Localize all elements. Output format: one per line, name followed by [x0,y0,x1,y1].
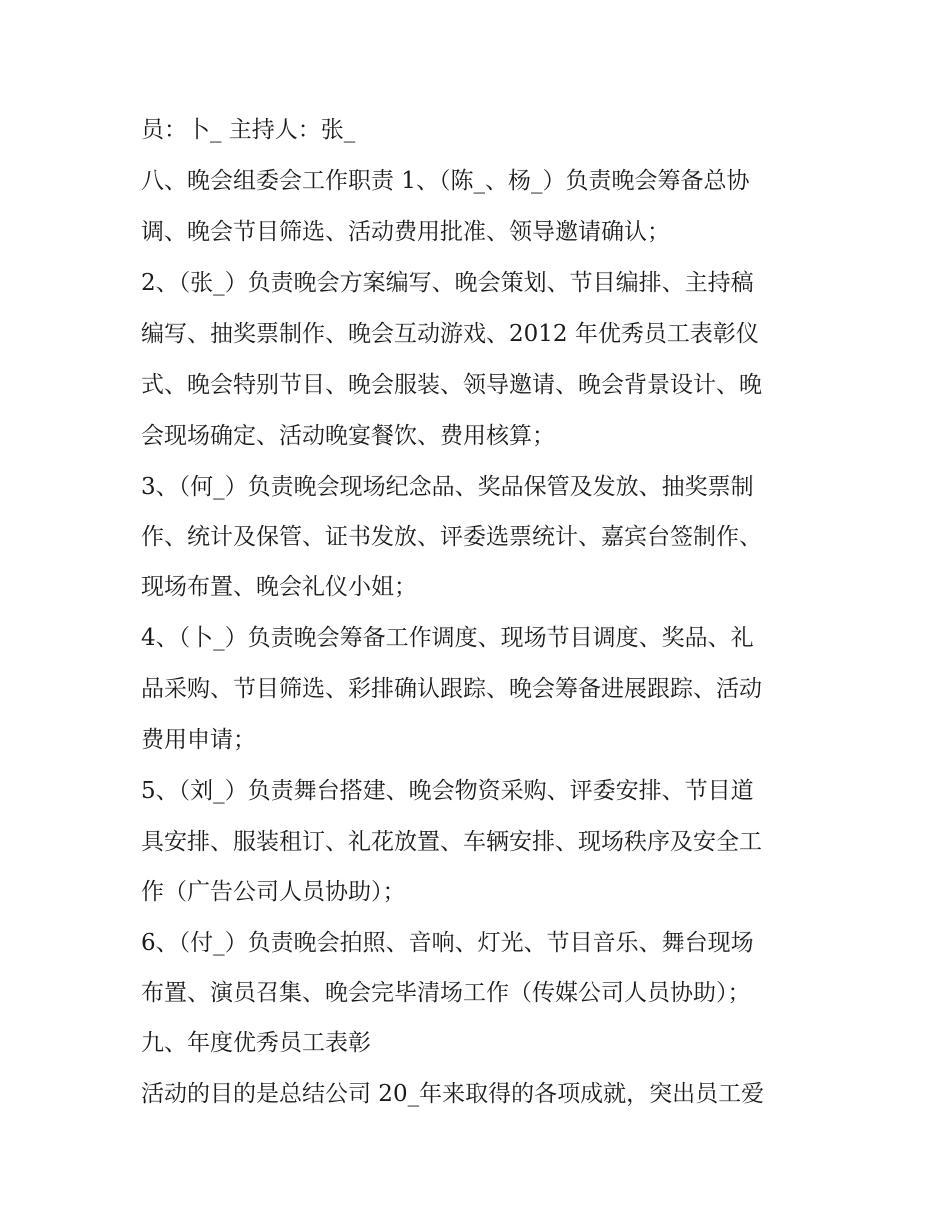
text-line: 八、晚会组委会工作职责 1、（陈_、杨_）负责晚会筹备总协 [141,168,750,194]
text-line: 5、（刘_）负责舞台搭建、晚会物资采购、评委安排、节目道 [141,778,754,804]
text-line: 现场布置、晚会礼仪小姐； [141,574,417,600]
text-line: 6、（付_）负责晚会拍照、音响、灯光、节目音乐、舞台现场 [141,930,754,956]
text-line: 品采购、节目筛选、彩排确认跟踪、晚会筹备进展跟踪、活动 [141,676,762,702]
text-line: 布置、演员召集、晚会完毕清场工作（传媒公司人员协助）； [141,980,751,1006]
text-line: 作（广告公司人员协助）； [141,879,406,905]
text-line: 具安排、服装租订、礼花放置、车辆安排、现场秩序及安全工 [141,829,762,855]
text-line: 式、晚会特别节目、晚会服装、领导邀请、晚会背景设计、晚 [141,372,762,398]
text-line: 费用申请； [141,727,256,753]
text-line: 调、晚会节目筛选、活动费用批准、领导邀请确认； [141,219,670,245]
text-line: 员：卜_ 主持人：张_ [141,117,356,143]
text-line: 2、（张_）负责晚会方案编写、晚会策划、节目编排、主持稿 [141,270,754,296]
text-line: 编写、抽奖票制作、晚会互动游戏、2012 年优秀员工表彰仪 [141,321,759,347]
text-line: 3、（何_）负责晚会现场纪念品、奖品保管及发放、抽奖票制 [141,474,754,500]
text-line: 活动的目的是总结公司 20_年来取得的各项成就，突出员工爱 [141,1081,765,1107]
section-heading: 九、年度优秀员工表彰 [141,1030,371,1056]
text-line: 会现场确定、活动晚宴餐饮、费用核算； [141,423,555,449]
text-line: 作、统计及保管、证书发放、评委选票统计、嘉宾台签制作、 [141,524,762,550]
text-line: 4、（卜_）负责晚会筹备工作调度、现场节目调度、奖品、礼 [141,625,754,651]
